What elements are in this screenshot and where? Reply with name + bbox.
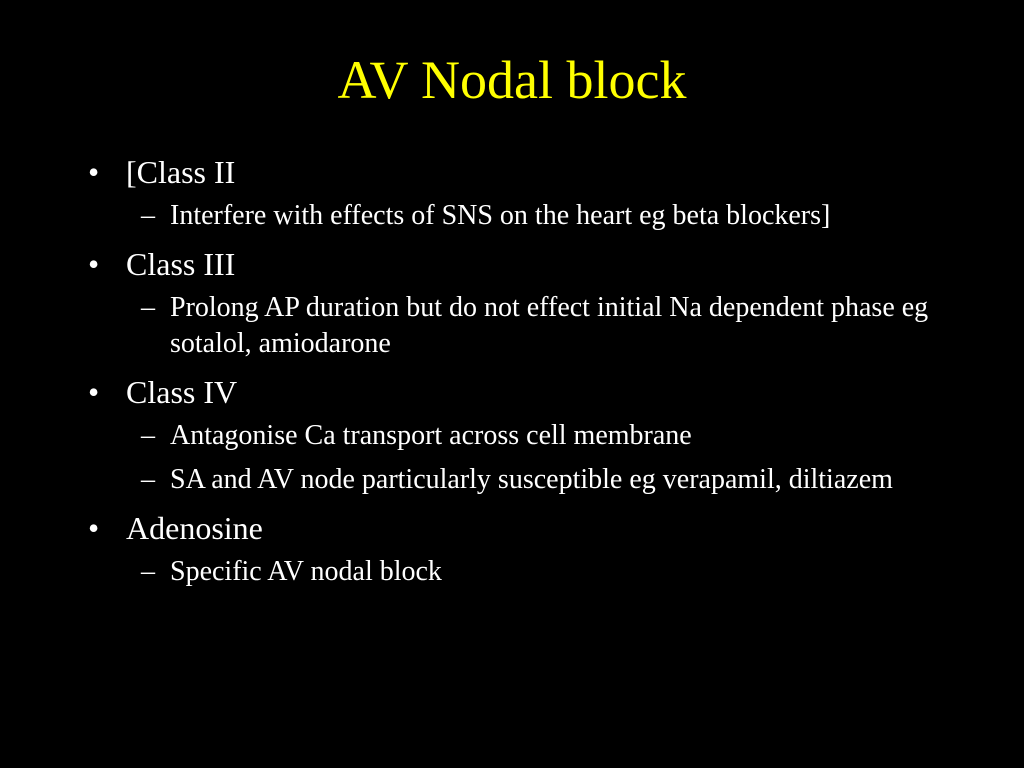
sub-bullet-item xyxy=(88,554,968,590)
sub-bullet-item xyxy=(88,418,968,454)
bullet-item xyxy=(88,150,968,194)
bullet-item xyxy=(88,242,968,286)
bullet-item xyxy=(88,370,968,414)
bullet-marker: • xyxy=(88,510,100,546)
bullet-list xyxy=(88,150,968,598)
sub-bullet-item xyxy=(88,462,968,498)
bullet-item xyxy=(88,506,968,550)
sub-bullet-item xyxy=(88,290,968,362)
sub-list xyxy=(88,554,968,590)
bullet-marker: • xyxy=(88,374,100,410)
slide-title: AV Nodal block xyxy=(337,50,687,110)
dash-marker: – xyxy=(141,556,155,587)
bullet-marker: • xyxy=(88,246,100,282)
bullet-text: Class III xyxy=(126,246,236,282)
sub-bullet-text: Prolong AP duration but do not effect initial Na dependent phase eg sotalol, amiodarone xyxy=(170,292,929,359)
bullet-text: [Class II xyxy=(126,154,236,190)
bullet-marker: • xyxy=(88,154,100,190)
dash-marker: – xyxy=(141,464,155,495)
sub-bullet-item xyxy=(88,198,968,234)
bullet-text: Adenosine xyxy=(126,510,263,546)
dash-marker: – xyxy=(141,200,155,231)
sub-bullet-text: Interfere with effects of SNS on the heart eg beta blockers] xyxy=(170,200,831,231)
sub-list xyxy=(88,418,968,498)
dash-marker: – xyxy=(141,292,155,323)
sub-list xyxy=(88,198,968,234)
sub-list xyxy=(88,290,968,362)
dash-marker: – xyxy=(141,420,155,451)
bullet-text: Class IV xyxy=(126,374,238,410)
sub-bullet-text: Specific AV nodal block xyxy=(170,556,442,587)
sub-bullet-text: SA and AV node particularly susceptible eg verapamil, diltiazem xyxy=(170,464,893,495)
sub-bullet-text: Antagonise Ca transport across cell membrane xyxy=(170,420,692,451)
